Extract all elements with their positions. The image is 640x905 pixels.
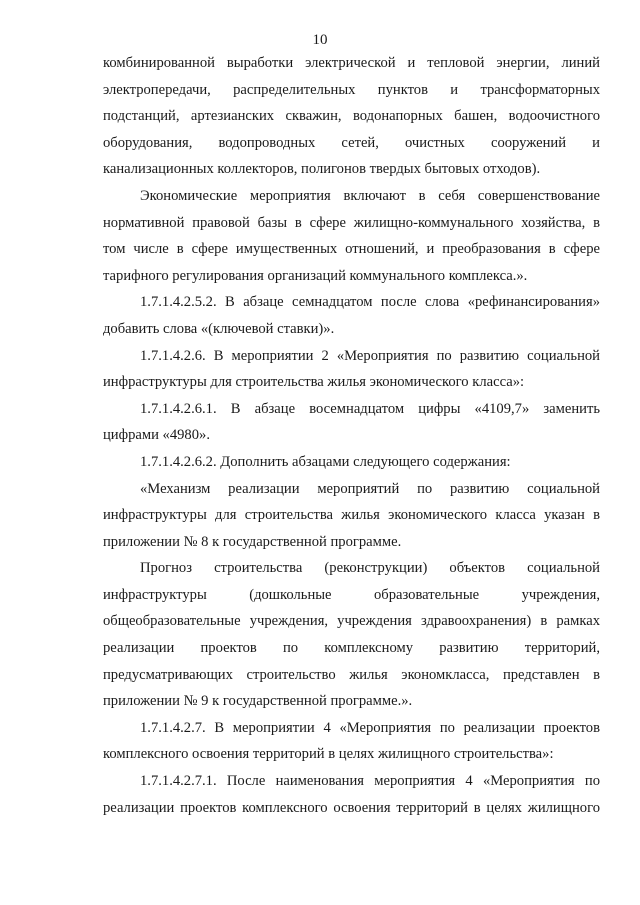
text-line: реализации проектов комплексного освоения территорий в целях жилищного	[103, 799, 600, 816]
text-line: подстанций, артезианских скважин, водонапорных башен, водоочистного	[103, 108, 600, 125]
text-line: приложении № 8 к государственной программе.	[103, 533, 402, 550]
text-line: канализационных коллекторов, полигонов твердых бытовых отходов).	[103, 161, 541, 178]
text-line: предусматривающих строительство жилья экономкласса, представлен в	[103, 666, 600, 683]
text-line: комбинированной выработки электрической и тепловой энергии, линий	[103, 55, 600, 71]
text-line: 1.7.1.4.2.5.2. В абзаце семнадцатом после слова «рефинансирования»	[140, 294, 600, 311]
document-body	[103, 50, 600, 821]
text-line: приложении № 9 к государственной программе.».	[103, 693, 413, 710]
text-line: 1.7.1.4.2.7. В мероприятии 4 «Мероприятия по реализации проектов	[140, 719, 600, 736]
text-line: 1.7.1.4.2.6.1. В абзаце восемнадцатом цифры «4109,7» заменить	[140, 400, 600, 417]
text-line: общеобразовательные учреждения, учреждения здравоохранения) в рамках	[103, 613, 600, 630]
text-line: 1.7.1.4.2.6. В мероприятии 2 «Мероприятия по развитию социальной	[140, 347, 600, 364]
text-line: Экономические мероприятия включают в себя совершенствование	[140, 187, 600, 204]
text-line: цифрами «4980».	[103, 427, 210, 444]
text-line: добавить слова «(ключевой ставки)».	[103, 320, 335, 337]
text-line: инфраструктуры для строительства жилья экономического класса указан в	[103, 507, 600, 524]
text-line: реализации проектов по комплексному развитию территорий,	[103, 640, 600, 657]
text-line: комплексного освоения территорий в целях жилищного строительства»:	[103, 746, 554, 763]
text-line: том числе в сфере имущественных отношений, и преобразования в сфере	[103, 241, 600, 258]
text-line: Прогноз строительства (реконструкции) объектов социальной	[140, 560, 600, 577]
text-line: «Механизм реализации мероприятий по развитию социальной	[140, 480, 600, 497]
page-number: 10	[312, 32, 328, 48]
text-line: 1.7.1.4.2.6.2. Дополнить абзацами следующего содержания:	[140, 453, 511, 470]
text-line: тарифного регулирования организаций коммунального комплекса.».	[103, 267, 528, 284]
text-line: инфраструктуры (дошкольные образовательные учреждения,	[103, 586, 600, 603]
text-line: оборудования, водопроводных сетей, очистных сооружений и	[103, 134, 600, 151]
text-line: электропередачи, распределительных пунктов и трансформаторных	[103, 81, 600, 98]
text-line: инфраструктуры для строительства жилья экономического класса»:	[103, 374, 525, 391]
text-line: нормативной правовой базы в сфере жилищно-коммунального хозяйства, в	[103, 214, 600, 231]
text-line: 1.7.1.4.2.7.1. После наименования мероприятия 4 «Мероприятия по	[140, 773, 600, 790]
